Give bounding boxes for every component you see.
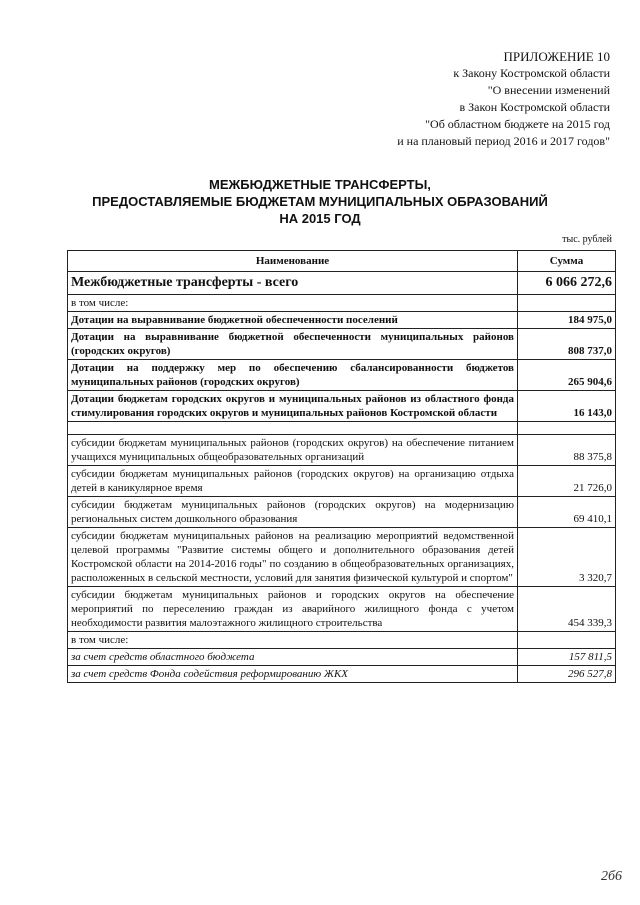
row-name: Дотации на поддержку мер по обеспечению сбалансированности бюджетов муниципальных районов (городских округов) [68, 360, 518, 391]
appendix-line: к Закону Костромской области [453, 66, 610, 80]
row-sum: 21 726,0 [518, 466, 616, 497]
row-sum: 16 143,0 [518, 391, 616, 422]
appendix-line: в Закон Костромской области [459, 100, 610, 114]
row-sum [518, 632, 616, 649]
row-sum: 88 375,8 [518, 435, 616, 466]
title-line: ПРЕДОСТАВЛЯЕМЫЕ БЮДЖЕТАМ МУНИЦИПАЛЬНЫХ ОБРАЗОВАНИЙ [92, 194, 548, 209]
table-row [68, 329, 616, 360]
row-name: Дотации бюджетам городских округов и муниципальных районов из областного фонда стимулирования городских округов и муниципальных районов Костромской области [68, 391, 518, 422]
table-row [68, 528, 616, 587]
row-name: Дотации на выравнивание бюджетной обеспеченности муниципальных районов (городских округов) [68, 329, 518, 360]
row-name [68, 422, 518, 435]
table-row [68, 435, 616, 466]
header-sum: Сумма [518, 251, 616, 272]
appendix-number: ПРИЛОЖЕНИЕ 10 [503, 49, 610, 64]
table-row [68, 649, 616, 666]
table-row [68, 466, 616, 497]
table-row-total [68, 272, 616, 295]
row-name: за счет средств областного бюджета [68, 649, 518, 666]
row-sum: 3 320,7 [518, 528, 616, 587]
row-sum [518, 295, 616, 312]
row-name: субсидии бюджетам муниципальных районов (городских округов) на организацию отдыха детей в каникулярное время [68, 466, 518, 497]
table-row [68, 391, 616, 422]
appendix-line: "Об областном бюджете на 2015 год [425, 117, 610, 131]
row-name: субсидии бюджетам муниципальных районов (городских округов) на обеспечение питанием учащихся муниципальных общеобразовательных организаций [68, 435, 518, 466]
table-row [68, 632, 616, 649]
row-name: в том числе: [68, 632, 518, 649]
row-name: Дотации на выравнивание бюджетной обеспеченности поселений [68, 312, 518, 329]
row-name: субсидии бюджетам муниципальных районов (городских округов) на модернизацию региональных систем дошкольного образования [68, 497, 518, 528]
table-row [68, 360, 616, 391]
row-sum: 157 811,5 [518, 649, 616, 666]
table-header-row [68, 251, 616, 272]
table-row [68, 666, 616, 683]
appendix-line: "О внесении изменений [487, 83, 610, 97]
row-name: в том числе: [68, 295, 518, 312]
row-sum: 69 410,1 [518, 497, 616, 528]
transfers-table [67, 250, 616, 683]
table-row [68, 295, 616, 312]
row-name: Межбюджетные трансферты - всего [68, 272, 518, 295]
row-sum: 6 066 272,6 [518, 272, 616, 295]
row-sum [518, 422, 616, 435]
row-sum: 184 975,0 [518, 312, 616, 329]
row-name: за счет средств Фонда содействия реформированию ЖКХ [68, 666, 518, 683]
table-row-empty [68, 422, 616, 435]
document-title [0, 176, 640, 227]
title-line: НА 2015 ГОД [279, 211, 361, 226]
row-name: субсидии бюджетам муниципальных районов и городских округов на обеспечение мероприятий по переселению граждан из аварийного жилищного фонда с учетом необходимости развития малоэтажного жилищного строительства [68, 587, 518, 632]
units-label: тыс. рублей [562, 234, 612, 245]
row-sum: 265 904,6 [518, 360, 616, 391]
row-sum: 296 527,8 [518, 666, 616, 683]
table-row [68, 312, 616, 329]
table-row [68, 587, 616, 632]
row-sum: 808 737,0 [518, 329, 616, 360]
page-number: 2б6 [600, 869, 622, 884]
row-sum: 454 339,3 [518, 587, 616, 632]
row-name: субсидии бюджетам муниципальных районов на реализацию мероприятий ведомственной целевой программы "Развитие системы общего и дополнительного образования детей Костромской области на 2014-2016 годы" по созданию в общеобразовательных организациях, расположенных в сельской местности, условий для занятия физической культурой и спортом" [68, 528, 518, 587]
appendix-line: и на плановый период 2016 и 2017 годов" [397, 134, 610, 148]
table-row [68, 497, 616, 528]
header-name: Наименование [68, 251, 518, 272]
appendix-block [397, 48, 610, 150]
title-line: МЕЖБЮДЖЕТНЫЕ ТРАНСФЕРТЫ, [209, 177, 431, 192]
